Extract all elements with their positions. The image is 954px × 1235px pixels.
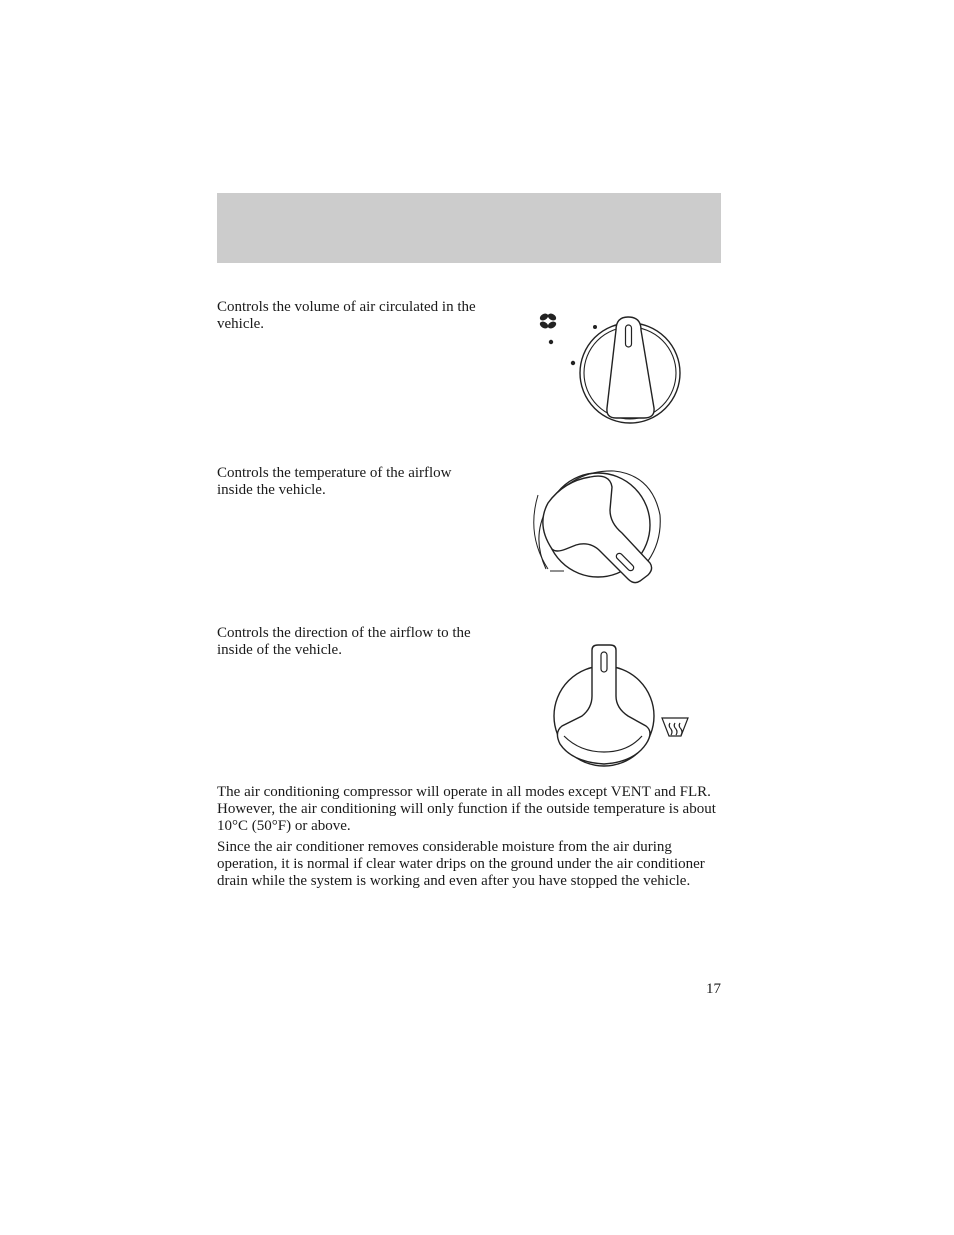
knob-handle (607, 317, 654, 418)
temperature-description: Controls the temperature of the airflow inside the vehicle. (217, 465, 452, 498)
temperature-knob (530, 465, 670, 595)
fan-speed-description: Controls the volume of air circulated in the vehicle. (217, 299, 476, 332)
section-header-band (217, 193, 721, 263)
knob-handle (543, 476, 652, 582)
page-number: 17 (706, 981, 721, 997)
knob-handle (557, 645, 650, 764)
defrost-icon (662, 718, 688, 736)
airflow-mode-knob (550, 640, 700, 770)
speed-dots (549, 325, 597, 365)
fan-speed-knob (530, 305, 690, 435)
fan-icon (539, 312, 558, 330)
airflow-mode-description: Controls the direction of the airflow to the inside of the vehicle. (217, 625, 471, 658)
condensation-paragraph: Since the air conditioner removes considerable moisture from the air during operation, it is normal if clear water drips on the ground under the air conditioner drain while the system is working and even after you have stopped the vehicle. (217, 839, 705, 889)
compressor-paragraph: The air conditioning compressor will operate in all modes except VENT and FLR. However, the air conditioning will only function if the outside temperature is about 10°C (50°F) or above. (217, 784, 716, 834)
